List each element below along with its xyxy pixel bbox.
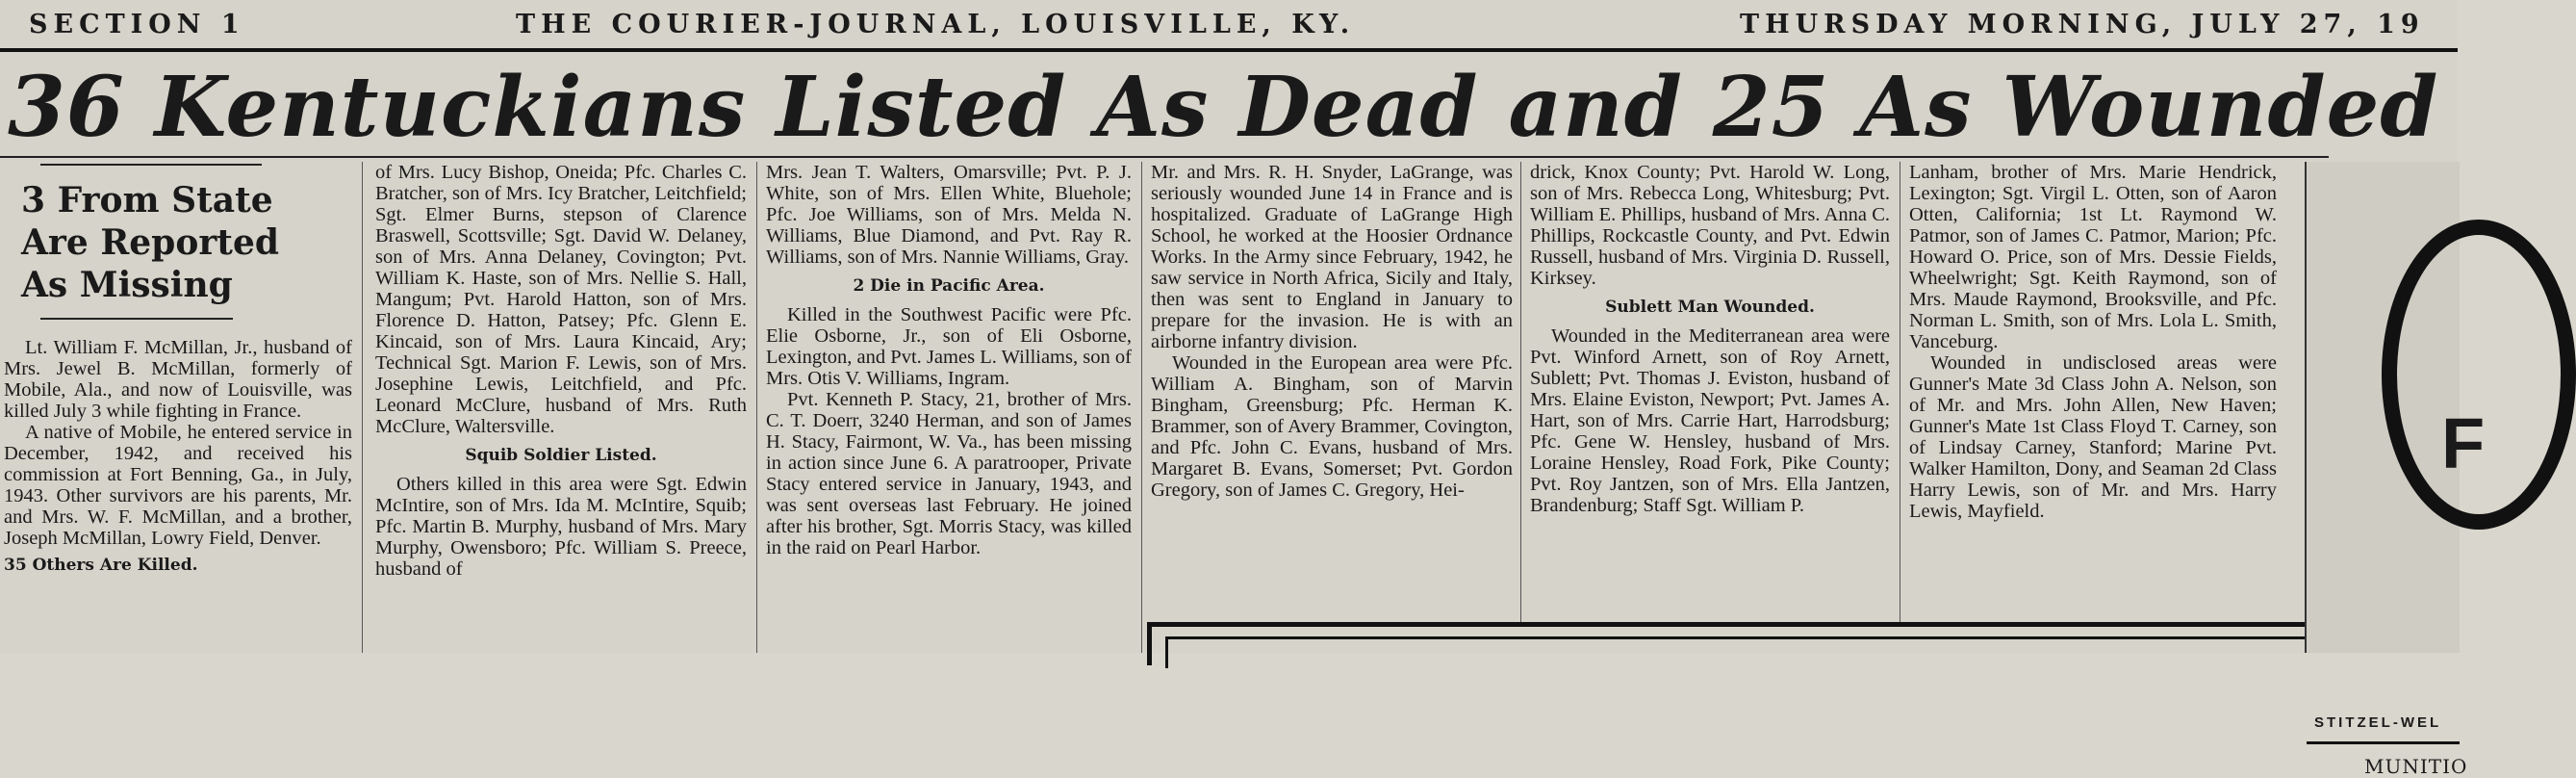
deck-line-1: 3 From State <box>21 180 273 220</box>
headline: 36 Kentuckians Listed As Dead and 25 As Wounded <box>8 59 2439 156</box>
paragraph: Lanham, brother of Mrs. Marie Hendrick, Lexington; Sgt. Virgil L. Otten, son of Aaron Otten, California; 1st Lt. Raymond W. Patmor, son of James C. Patmor, Marion; Pfc. Howard O. Price, son of Mrs. Dessie Fields, Wheelwright; Sgt. Keith Raymond, son of Mrs. Maude Raymond, Brooksville, and Pfc. Norman L. Smith, son of Mrs. Lola L. Smith, Vanceburg. <box>1909 162 2277 352</box>
masthead-rule <box>0 48 2458 52</box>
paragraph: Mr. and Mrs. R. H. Snyder, LaGrange, was seriously wounded June 14 in France and is hospitalized. Graduate of LaGrange High School, he worked at the Hoosier Ordnance Works. In the Army since February, 1942, he saw service in North Africa, Sicily and Italy, then was sent to England in January to prepare for the invasion. He is with an airborne infantry division. <box>1151 162 1513 352</box>
deck-line-2: Are Reported <box>21 222 280 263</box>
masthead <box>0 6 2458 44</box>
paragraph: Killed in the Southwest Pacific were Pfc. Elie Osborne, Jr., son of Eli Osborne, Lexington, and Pvt. James L. Williams, son of Mrs. Otis V. Williams, Ingram. <box>766 304 1132 389</box>
column-6 <box>1909 162 2277 622</box>
paper-name: THE COURIER-JOURNAL, LOUISVILLE, KY. <box>516 10 1356 39</box>
paragraph: Wounded in the European area were Pfc. William A. Bingham, son of Marvin Bingham, Greensburg; Pfc. Herman K. Brammer, son of Avery Brammer, Covington, and Pfc. John C. Evans, husband of Mrs. Margaret B. Evans, Somerset; Pvt. Gordon Gregory, son of James C. Gregory, Hei- <box>1151 352 1513 501</box>
subhead: Squib Soldier Listed. <box>465 446 657 465</box>
column-3 <box>766 162 1132 653</box>
issue-date: THURSDAY MORNING, JULY 27, 19 <box>1740 10 2425 39</box>
paragraph: of Mrs. Lucy Bishop, Oneida; Pfc. Charles C. Bratcher, son of Mrs. Icy Bratcher, Leitchfield; Sgt. Elmer Burns, stepson of Clarence Braswell, Scottsville; Sgt. David W. Delaney, son of Mrs. Anna Delaney, Covington; Pvt. William K. Haste, son of Mrs. Nellie S. Hall, Mangum; Pvt. Harold Hatton, son of Mrs. Florence D. Hatton, Patsey; Pfc. Glenn E. Kincaid, son of Mrs. Laura Kincaid, Ary; Technical Sgt. Marion F. Lewis, son of Mrs. Josephine Lewis, Leitchfield, and Pfc. Leonard McClure, husband of Mrs. Ruth McClure, Waltersville. <box>375 162 748 437</box>
subhead: 2 Die in Pacific Area. <box>853 276 1045 296</box>
deck-bottom-rule <box>40 318 233 320</box>
column-1 <box>4 337 352 653</box>
advertisement <box>2305 162 2486 778</box>
paragraph: Others killed in this area were Sgt. Edwin McIntire, son of Mrs. Ida M. McIntire, Squib; Pfc. Martin B. Murphy, husband of Mrs. Mary Murphy, Owensboro; Pfc. William S. Preece, husband of <box>375 474 747 580</box>
paragraph: Pvt. Kenneth P. Stacy, 21, brother of Mrs. C. T. Doerr, 3240 Herman, and son of James H. Stacy, Fairmont, W. Va., has been missing in action since June 6. A paratrooper, Private Stacy entered service in January, 1943, and was sent overseas last February. He joined after his brother, Sgt. Morris Stacy, was killed in the raid on Pearl Harbor. <box>766 389 1132 558</box>
ad-frame <box>1147 622 2309 665</box>
ad-bottom-text: MUNITIO <box>2364 755 2468 778</box>
paragraph: A native of Mobile, he entered service in December, 1942, and received his commission at Fort Benning, Ga., in July, 1943. Other survivors are his parents, Mr. and Mrs. W. F. McMillan, and a brother, Joseph McMillan, Lowry Field, Denver. <box>4 422 352 549</box>
ad-brand: STITZEL-WEL <box>2314 714 2442 731</box>
column-rule <box>1141 162 1142 653</box>
subhead: 35 Others Are Killed. <box>4 556 198 575</box>
column-rule <box>1520 162 1521 622</box>
paragraph: Wounded in the Mediterranean area were Pvt. Winford Arnett, son of Roy Arnett, Sublett; Pvt. Thomas J. Eviston, husband of Mrs. Elaine Eviston, Newport; Pvt. James A. Hart, son of Mrs. Carrie Hart, Harrodsburg; Pfc. Gene W. Hensley, husband of Mrs. Loraine Hensley, Road Fork, Pike County; Pvt. Roy Jantzen, son of Mrs. Ella Jantzen, Brandenburg; Staff Sgt. William P. <box>1530 325 1890 516</box>
column-rule <box>362 162 363 653</box>
column-2 <box>375 162 747 653</box>
paragraph: Mrs. Jean T. Walters, Omarsville; Pvt. P. J. White, son of Mrs. Ellen White, Bluehole; Pfc. Joe Williams, son of Mrs. Melda N. Williams, Blue Diamond, and Pvt. Ray R. Williams, son of Mrs. Nannie Williams, Gray. <box>766 162 1132 268</box>
story-deck <box>21 164 319 320</box>
deck-line-3: As Missing <box>21 265 233 305</box>
deck-top-rule <box>40 164 262 166</box>
column-5 <box>1530 162 1890 622</box>
paragraph: drick, Knox County; Pvt. Harold W. Long, son of Mrs. Rebecca Long, Whitesburg; Pvt. William E. Phillips, husband of Mrs. Anna C. Phillips, Rockcastle County, and Pvt. Edwin Russell, husband of Mrs. Virginia D. Russell, Kirksey. <box>1530 162 1890 289</box>
section-label: SECTION 1 <box>29 10 245 39</box>
paragraph: Lt. William F. McMillan, Jr., husband of Mrs. Jewel B. McMillan, formerly of Mobile, Ala., and now of Louisville, was killed July 3 while fighting in France. <box>4 337 352 422</box>
subhead: Sublett Man Wounded. <box>1605 298 1815 317</box>
ad-letter: F <box>2441 403 2486 483</box>
column-4 <box>1151 162 1513 622</box>
paragraph: Wounded in undisclosed areas were Gunner's Mate 3d Class John A. Nelson, son of Mr. and Mrs. John Allen, New Haven; Gunner's Mate 1st Class Floyd T. Carney, son of Lindsay Carney, Stanford; Marine Pvt. Walker Hamilton, Dony, and Seaman 2d Class Harry Lewis, son of Mr. and Mrs. Harry Lewis, Mayfield. <box>1909 352 2277 522</box>
ad-rule <box>2307 741 2460 744</box>
column-rule <box>756 162 757 653</box>
headline-rule <box>0 156 2329 158</box>
